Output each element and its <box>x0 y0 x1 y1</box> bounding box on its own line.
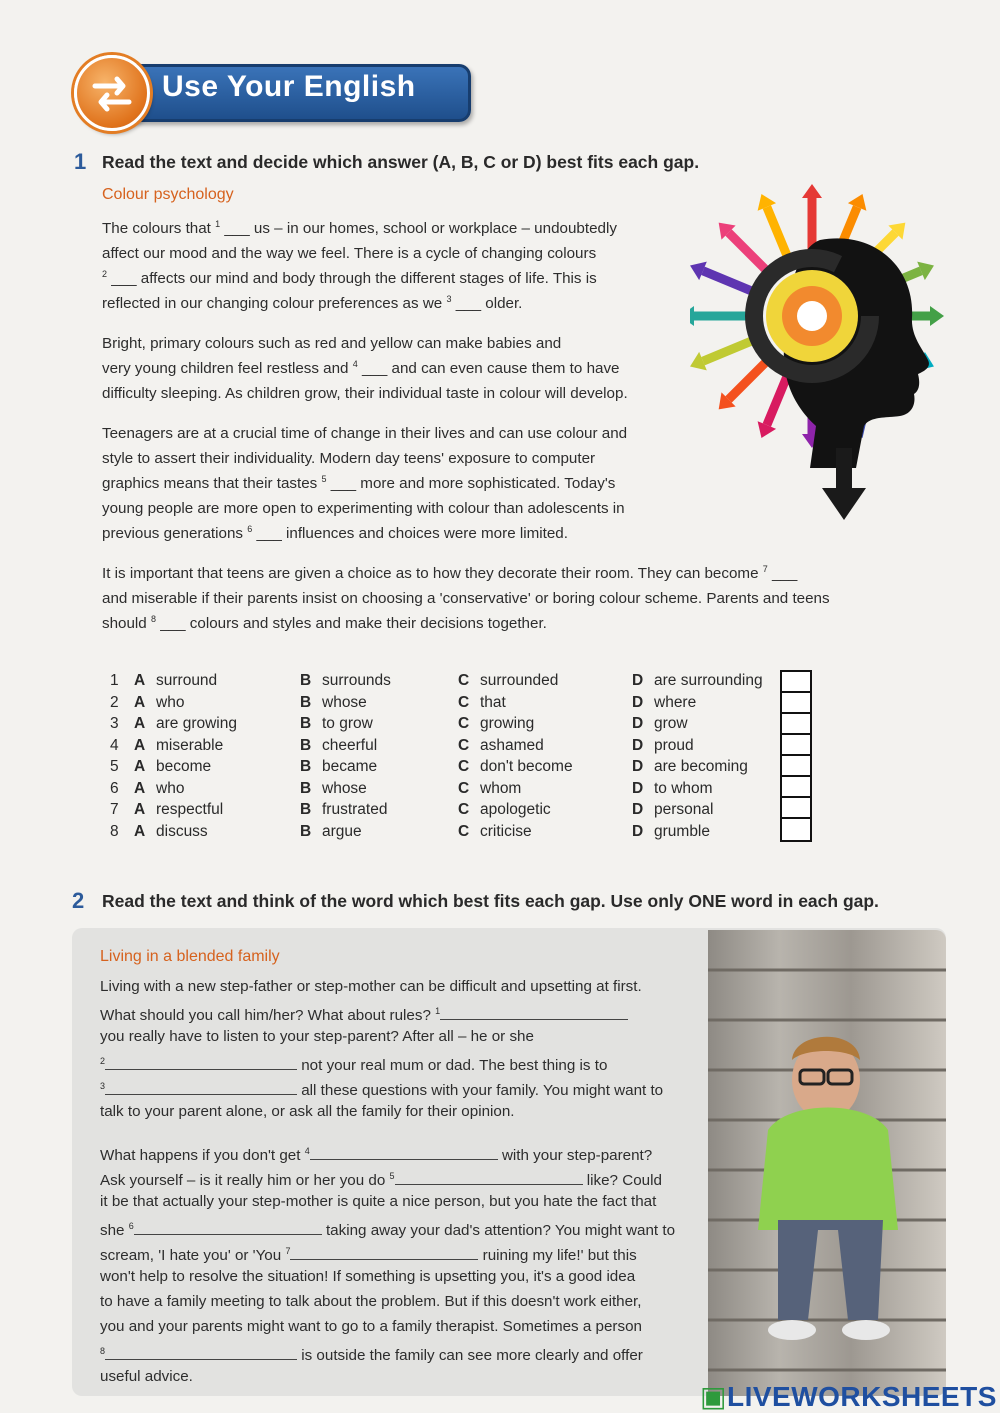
option-letter: B <box>300 715 312 732</box>
option-text: apologetic <box>480 801 551 818</box>
option-text: grow <box>654 715 688 732</box>
passage-text: taking away your dad's attention? You might want to <box>321 1222 676 1240</box>
exercise-2-instruction: Read the text and think of the word which best fits each gap. Use only ONE word in each gap. <box>102 891 879 911</box>
gap-number: 7 <box>762 564 768 574</box>
passage-text: ___ us – in our homes, school or workplace – undoubtedly <box>220 220 617 238</box>
option-letter: A <box>134 672 146 689</box>
option-text: who <box>156 779 185 797</box>
option-text: argue <box>322 822 362 840</box>
option-letter: D <box>632 822 644 840</box>
option-letter: C <box>458 672 470 689</box>
option-b[interactable] <box>300 737 377 755</box>
option-number: 3 <box>110 715 119 732</box>
option-b[interactable] <box>300 801 387 819</box>
option-text: cheerful <box>322 736 378 754</box>
passage-text: It is important that teens are given a choice as to how they decorate their room. They can become <box>102 565 763 583</box>
option-letter: B <box>300 801 312 818</box>
passage-text: and miserable if their parents insist on choosing a 'conservative' or boring colour scheme. Parents and teens <box>102 590 830 608</box>
option-letter: D <box>632 801 644 818</box>
liveworksheets-logo: ▣LIVEWORKSHEETS <box>700 1381 997 1412</box>
exercise-2-number: 2 <box>72 888 85 913</box>
option-letter: A <box>134 758 146 775</box>
option-c[interactable] <box>458 758 573 776</box>
passage-text: What should you call him/her? What about rules? <box>100 1007 436 1025</box>
exercise-1-number: 1 <box>74 149 87 174</box>
option-text: don't become <box>480 758 573 775</box>
option-letter: C <box>458 758 470 775</box>
gap-number: 5 <box>321 474 327 484</box>
passage-line <box>100 974 642 999</box>
option-c[interactable] <box>458 672 558 690</box>
option-d[interactable] <box>632 672 763 690</box>
gap-number: 7 <box>285 1246 291 1256</box>
option-b[interactable] <box>300 672 391 690</box>
passage-text: talk to your parent alone, or ask all the family for their opinion. <box>100 1103 515 1120</box>
passage-text: she <box>100 1222 129 1240</box>
gap-blank[interactable] <box>290 1245 478 1260</box>
passage-line <box>102 287 522 316</box>
option-text: whose <box>322 779 367 797</box>
gap-blank[interactable] <box>105 1055 297 1070</box>
gap-number: 4 <box>352 359 358 369</box>
option-letter: C <box>458 801 470 818</box>
option-text: respectful <box>156 801 224 818</box>
passage-text: Living with a new step-father or step-mother can be difficult and upsetting at first. <box>100 978 642 995</box>
gap-number: 4 <box>304 1146 310 1156</box>
option-letter: B <box>300 736 312 754</box>
passage-text: not your real mum or dad. The best thing is to <box>297 1057 608 1075</box>
passage-line <box>102 607 547 636</box>
passage-text: ___ more and more sophisticated. Today's <box>326 475 616 493</box>
answer-box-5[interactable] <box>782 756 810 777</box>
answer-box-3[interactable] <box>782 714 810 735</box>
option-text: miserable <box>156 736 224 754</box>
watermark-text: LIVEWORKSHEETS <box>726 1381 997 1412</box>
option-letter: A <box>134 779 146 797</box>
option-text: become <box>156 758 212 775</box>
passage-text: style to assert their individuality. Modern day teens' exposure to computer <box>102 450 596 468</box>
option-letter: C <box>458 693 470 711</box>
page-title: Use Your English <box>162 70 416 103</box>
option-a[interactable] <box>134 737 223 755</box>
option-a[interactable] <box>134 801 223 819</box>
passage-text: should <box>102 615 151 633</box>
option-letter: C <box>458 779 470 797</box>
option-text: that <box>480 693 506 711</box>
option-letter: D <box>632 715 644 732</box>
gap-blank[interactable] <box>105 1345 297 1360</box>
option-b[interactable] <box>300 715 373 733</box>
passage-line <box>100 1024 534 1049</box>
option-text: grumble <box>654 822 710 840</box>
option-letter: C <box>458 822 470 840</box>
passage-text: you really have to listen to your step-parent? After all – he or she <box>100 1028 534 1045</box>
gap-number: 8 <box>100 1346 106 1356</box>
option-d[interactable] <box>632 780 713 798</box>
option-letter: D <box>632 736 644 754</box>
option-letter: A <box>134 715 146 732</box>
gap-number: 2 <box>102 269 108 279</box>
option-b[interactable] <box>300 823 362 841</box>
passage-text: to have a family meeting to talk about the problem. But if this doesn't work either, <box>100 1293 642 1310</box>
passage-text: Ask yourself – is it really him or her you do <box>100 1172 390 1190</box>
option-d[interactable] <box>632 715 688 733</box>
answer-boxes <box>780 670 812 842</box>
option-number: 5 <box>110 758 119 775</box>
passage-line <box>102 517 568 546</box>
option-text: to grow <box>322 715 373 732</box>
option-b[interactable] <box>300 758 377 776</box>
gap-number: 3 <box>446 294 452 304</box>
option-text: surrounded <box>480 672 559 689</box>
gap-number: 6 <box>128 1221 134 1231</box>
option-b[interactable] <box>300 780 367 798</box>
passage-text: you and your parents might want to go to a family therapist. Sometimes a person <box>100 1318 642 1335</box>
option-text: growing <box>480 715 535 732</box>
passage-text: affect our mood and the way we feel. There is a cycle of changing colours <box>102 245 597 263</box>
colour-ray-arrowhead <box>930 306 944 326</box>
option-a[interactable] <box>134 694 184 712</box>
passage-text: The colours that <box>102 220 216 238</box>
option-letter: C <box>458 715 470 732</box>
option-text: are growing <box>156 715 237 732</box>
option-letter: B <box>300 693 312 711</box>
option-text: are becoming <box>654 758 748 775</box>
gap-number: 8 <box>150 614 156 624</box>
answer-box-1[interactable] <box>782 672 810 693</box>
answer-box-2[interactable] <box>782 693 810 714</box>
teen-on-stairs-photo <box>708 930 946 1396</box>
option-letter: B <box>300 758 312 775</box>
option-c[interactable] <box>458 715 534 733</box>
exercise-2-section-title: Living in a blended family <box>100 948 280 965</box>
answer-box-7[interactable] <box>782 798 810 819</box>
passage-text: difficulty sleeping. As children grow, their individual taste in colour will develop. <box>102 385 628 403</box>
passage-text: like? Could <box>582 1172 662 1190</box>
passage-text: scream, 'I hate you' or 'You <box>100 1247 286 1265</box>
colour-ray-arrowhead <box>690 306 694 326</box>
option-text: to whom <box>654 779 713 797</box>
gap-number: 1 <box>435 1006 441 1016</box>
gap-blank[interactable] <box>395 1170 583 1185</box>
passage-line <box>102 377 628 406</box>
gap-number: 2 <box>100 1056 106 1066</box>
passage-text: graphics means that their tastes <box>102 475 322 493</box>
passage-text: won't help to resolve the situation! If something is upsetting you, it's a good idea <box>100 1268 636 1285</box>
gap-number: 1 <box>215 219 221 229</box>
option-d[interactable] <box>632 823 710 841</box>
passage-text: with your step-parent? <box>497 1147 653 1165</box>
option-c[interactable] <box>458 823 532 841</box>
passage-text: all these questions with your family. You might want to <box>297 1082 664 1100</box>
option-text: are surrounding <box>654 672 763 689</box>
option-text: where <box>654 693 697 711</box>
option-letter: C <box>458 736 470 754</box>
passage-text: ___ influences and choices were more limited. <box>252 525 568 543</box>
option-c[interactable] <box>458 737 544 755</box>
passage-line <box>100 1264 635 1289</box>
option-text: whose <box>322 693 367 711</box>
option-c[interactable] <box>458 694 506 712</box>
option-text: surround <box>156 672 218 689</box>
option-number: 4 <box>110 736 119 754</box>
option-letter: A <box>134 736 146 754</box>
answer-box-8[interactable] <box>782 819 810 838</box>
passage-text: it be that actually your step-mother is quite a nice person, but you hate the fact that <box>100 1193 657 1210</box>
option-text: frustrated <box>322 801 388 818</box>
passage-text: useful advice. <box>100 1368 193 1385</box>
option-a[interactable] <box>134 672 217 690</box>
option-c[interactable] <box>458 780 521 798</box>
passage-text: Teenagers are at a crucial time of change in their lives and can use colour and <box>102 425 628 443</box>
passage-line <box>100 1099 515 1124</box>
option-number: 2 <box>110 693 119 711</box>
gap-number: 5 <box>389 1171 395 1181</box>
option-text: proud <box>654 736 694 754</box>
option-text: discuss <box>156 822 208 840</box>
option-letter: D <box>632 779 644 797</box>
option-number: 1 <box>110 672 119 689</box>
passage-line <box>100 1289 642 1314</box>
option-a[interactable] <box>134 823 208 841</box>
passage-text: reflected in our changing colour preferences as we <box>102 295 447 313</box>
option-b[interactable] <box>300 694 367 712</box>
gap-blank[interactable] <box>134 1220 322 1235</box>
option-text: ashamed <box>480 736 544 754</box>
exchange-arrows-icon <box>74 55 150 131</box>
passage-text: ___ affects our mind and body through the different stages of life. This is <box>107 270 597 288</box>
passage-text: What happens if you don't get <box>100 1147 305 1165</box>
gap-blank[interactable] <box>105 1080 297 1095</box>
passage-text: ___ <box>767 565 798 583</box>
option-d[interactable] <box>632 801 713 819</box>
passage-text: ___ and can even cause them to have <box>357 360 620 378</box>
gap-blank[interactable] <box>440 1005 628 1020</box>
passage-text: very young children feel restless and <box>102 360 353 378</box>
option-text: personal <box>654 801 714 818</box>
option-text: who <box>156 693 185 711</box>
option-c[interactable] <box>458 801 551 819</box>
option-letter: B <box>300 672 312 689</box>
option-number: 8 <box>110 822 119 840</box>
option-a[interactable] <box>134 715 237 733</box>
option-a[interactable] <box>134 780 184 798</box>
option-letter: D <box>632 693 644 711</box>
answer-box-6[interactable] <box>782 777 810 798</box>
option-letter: B <box>300 779 312 797</box>
option-letter: D <box>632 758 644 775</box>
option-d[interactable] <box>632 758 748 776</box>
exercise-1-section-title: Colour psychology <box>102 186 234 203</box>
passage-text: ___ colours and styles and make their decisions together. <box>156 615 547 633</box>
passage-text: Bright, primary colours such as red and yellow can make babies and <box>102 335 562 353</box>
answer-box-4[interactable] <box>782 735 810 756</box>
passage-text: is outside the family can see more clearly and offer <box>297 1347 643 1365</box>
passage-line <box>100 1364 193 1389</box>
option-letter: D <box>632 672 644 689</box>
option-letter: A <box>134 822 146 840</box>
passage-text: previous generations <box>102 525 248 543</box>
colour-ray-arrowhead <box>802 184 822 198</box>
passage-line <box>100 1314 642 1339</box>
option-d[interactable] <box>632 694 696 712</box>
option-number: 7 <box>110 801 119 818</box>
passage-text: ___ older. <box>451 295 523 313</box>
option-d[interactable] <box>632 737 694 755</box>
colour-head-illustration <box>690 168 970 528</box>
option-text: surrounds <box>322 672 391 689</box>
exercise-1-instruction: Read the text and decide which answer (A, B, C or D) best fits each gap. <box>102 152 700 172</box>
option-letter: A <box>134 801 146 818</box>
option-text: became <box>322 758 378 775</box>
gap-blank[interactable] <box>310 1145 498 1160</box>
option-text: whom <box>480 779 522 797</box>
option-letter: A <box>134 693 146 711</box>
gap-number: 3 <box>100 1081 106 1091</box>
passage-text: young people are more open to experimenting with colour than adolescents in <box>102 500 625 518</box>
option-number: 6 <box>110 779 119 797</box>
passage-text: ruining my life!' but this <box>478 1247 637 1265</box>
option-letter: B <box>300 822 312 840</box>
option-a[interactable] <box>134 758 211 776</box>
option-text: criticise <box>480 822 532 840</box>
gap-number: 6 <box>247 524 253 534</box>
passage-line <box>100 1189 656 1214</box>
